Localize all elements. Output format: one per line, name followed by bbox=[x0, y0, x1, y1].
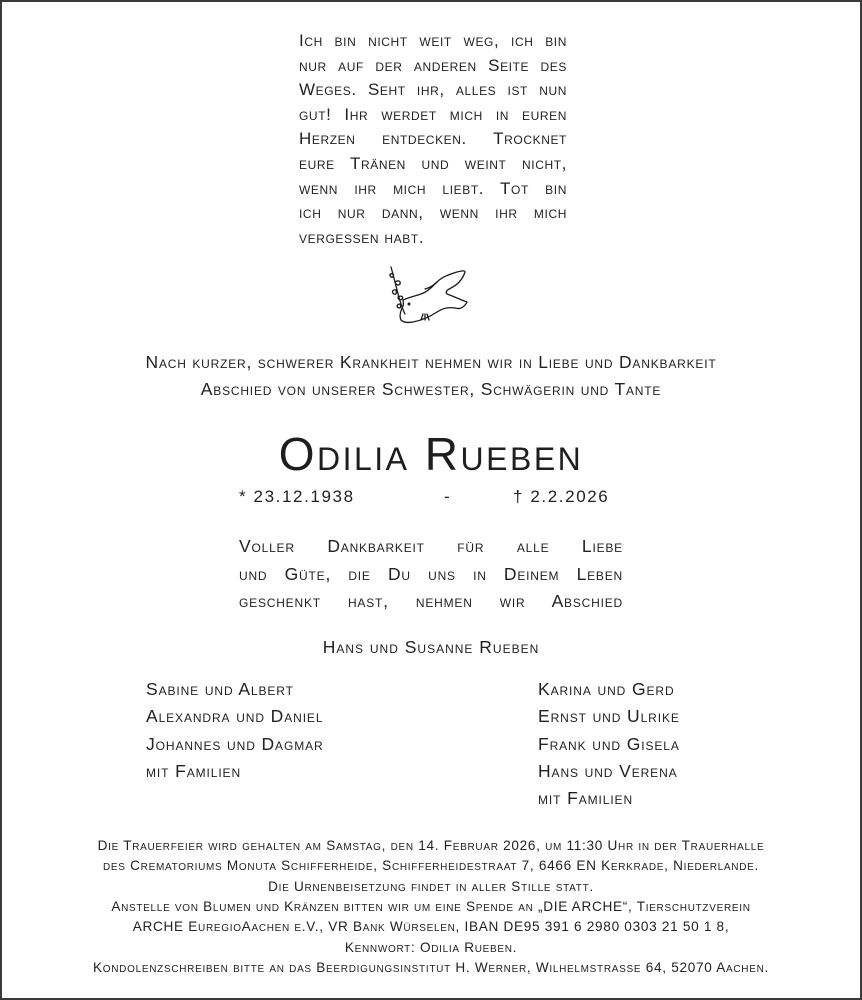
ceremony-line: Die Urnenbeisetzung findet in aller Stille statt. bbox=[268, 878, 594, 894]
mourner-entry: Johannes und Dagmar bbox=[146, 733, 324, 754]
donation-line: ARCHE EuregioAachen e.V., VR Bank Würselen, IBAN DE95 391 6 2980 0303 21 50 1 8, bbox=[132, 919, 730, 935]
mourner-entry: mit Familien bbox=[538, 788, 634, 809]
mourner-entry: Alexandra und Daniel bbox=[146, 706, 324, 727]
donation-line: Kennwort: Odilia Rueben. bbox=[344, 939, 518, 955]
date-separator: - bbox=[444, 487, 452, 506]
death-date: † 2.2.2026 bbox=[513, 487, 610, 506]
mourner-entry: Karina und Gerd bbox=[538, 679, 675, 699]
poem-line: vergessen habt. bbox=[299, 227, 425, 247]
condolence-line: Kondolenzschreiben bitte an das Beerdigungsinstitut H. Werner, Wilhelmstrasse 64, 52070 Aachen. bbox=[93, 960, 769, 975]
mourner-entry: Hans und Verena bbox=[538, 760, 678, 781]
mourner-entry: Ernst und Ulrike bbox=[538, 706, 680, 727]
poem-block bbox=[299, 29, 567, 250]
dove-with-olive-branch-icon bbox=[385, 264, 475, 326]
birth-date: * 23.12.1938 bbox=[239, 487, 355, 506]
condolence-notice bbox=[2, 958, 860, 978]
donation-line: Anstelle von Blumen und Kränzen bitten wir um eine Spende an „DIE ARCHE“, Tierschutzverein bbox=[111, 899, 751, 914]
poem-line: Ich bin nicht weit weg, ich bin bbox=[299, 31, 567, 50]
intro-line-1: Nach kurzer, schwerer Krankheit nehmen wir in Liebe und Dankbarkeit bbox=[145, 352, 717, 372]
primary-mourners: Hans und Susanne Rueben bbox=[322, 637, 540, 657]
gratitude-text bbox=[239, 533, 623, 616]
ceremony-line: des Crematoriums Monuta Schifferheide, Schifferheidestraat 7, 6466 EN Kerkrade, Niederlande. bbox=[103, 858, 759, 874]
poem-line: Weges. Seht ihr, alles ist nun bbox=[299, 80, 567, 100]
poem-line: wenn ihr mich liebt. Tot bin bbox=[299, 178, 567, 198]
gratitude-line: und Güte, die Du uns in Deinem Leben bbox=[239, 563, 623, 584]
poem-line: ich nur dann, wenn ihr mich bbox=[299, 203, 567, 223]
poem-line: Herzen entdecken. Trocknet bbox=[299, 129, 567, 149]
ceremony-notice bbox=[2, 836, 860, 897]
mourner-entry: Sabine und Albert bbox=[146, 679, 294, 699]
intro-line-2: Abschied von unserer Schwester, Schwägerin und Tante bbox=[200, 379, 662, 399]
mourners-right-column bbox=[538, 676, 680, 812]
poem-line: gut! Ihr werdet mich in euren bbox=[299, 104, 567, 124]
deceased-name: Odilia Rueben bbox=[278, 428, 584, 480]
gratitude-line: Voller Dankbarkeit für alle Liebe bbox=[239, 536, 623, 556]
mourner-entry: mit Familien bbox=[146, 760, 242, 781]
donation-notice bbox=[2, 897, 860, 958]
poem-line: eure Tränen und weint nicht, bbox=[299, 153, 567, 173]
mourners-left-column bbox=[146, 676, 324, 785]
poem-line: nur auf der anderen Seite des bbox=[299, 55, 567, 75]
gratitude-line: geschenkt hast, nehmen wir Abschied bbox=[239, 591, 623, 611]
ceremony-line: Die Trauerfeier wird gehalten am Samstag, den 14. Februar 2026, um 11:30 Uhr in der Trauerhalle bbox=[97, 838, 765, 853]
mourner-entry: Frank und Gisela bbox=[538, 733, 680, 754]
